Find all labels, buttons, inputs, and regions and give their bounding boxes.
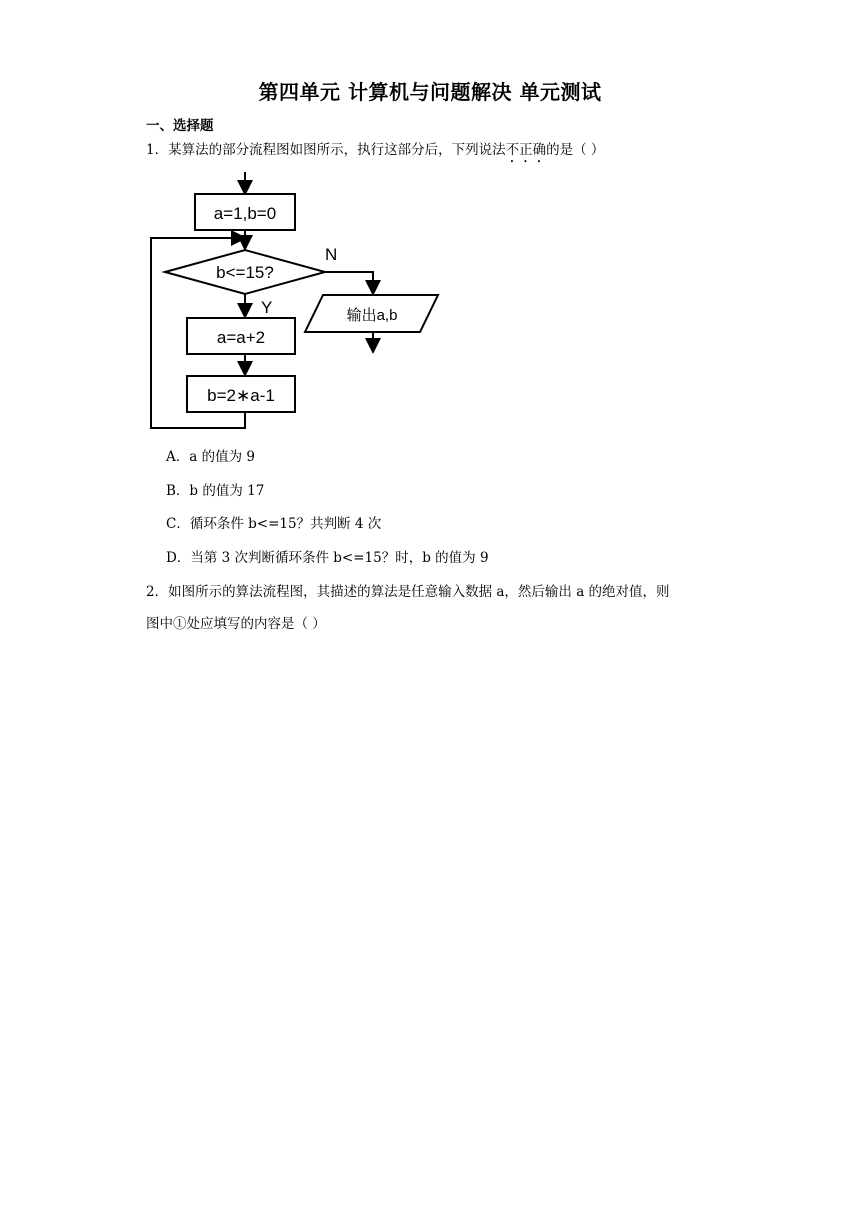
- flow-condition-text: b<=15?: [216, 263, 274, 282]
- flow-output-text: 输出a,b: [346, 307, 398, 324]
- flow-yes-label: Y: [261, 298, 273, 317]
- question-1-stem: [146, 138, 604, 166]
- page-title: 第四单元 计算机与问题解决 单元测试: [258, 80, 602, 104]
- flow-no-arrow: [325, 272, 373, 294]
- question-1-stem-emphasis: 不正确: [505, 142, 547, 158]
- question-2-line-2: 图中①处应填写的内容是（ ）: [146, 616, 326, 632]
- option-c: C．循环条件 b<=15？共判断 4 次: [166, 516, 382, 532]
- flow-no-label: N: [325, 245, 338, 264]
- flow-step1-text: a=a+2: [216, 328, 266, 347]
- option-a: A．a 的值为 9: [166, 449, 255, 465]
- question-1-stem-before: 1．某算法的部分流程图如图所示，执行这部分后，下列说法: [146, 142, 506, 158]
- option-b: B．b 的值为 17: [166, 483, 265, 499]
- question-2-line-1: 2．如图所示的算法流程图，其描述的算法是任意输入数据 a，然后输出 a 的绝对值，则: [146, 584, 670, 600]
- question-1-stem-after: 的是（ ）: [546, 142, 605, 158]
- section-heading: 一、选择题: [146, 118, 214, 134]
- flow-step2-text: b=2∗a-1: [207, 386, 275, 405]
- option-d: D．当第 3 次判断循环条件 b<=15？时，b 的值为 9: [166, 550, 489, 566]
- question-1-flowchart: [145, 170, 445, 432]
- flow-init-text: a=1,b=0: [213, 204, 277, 223]
